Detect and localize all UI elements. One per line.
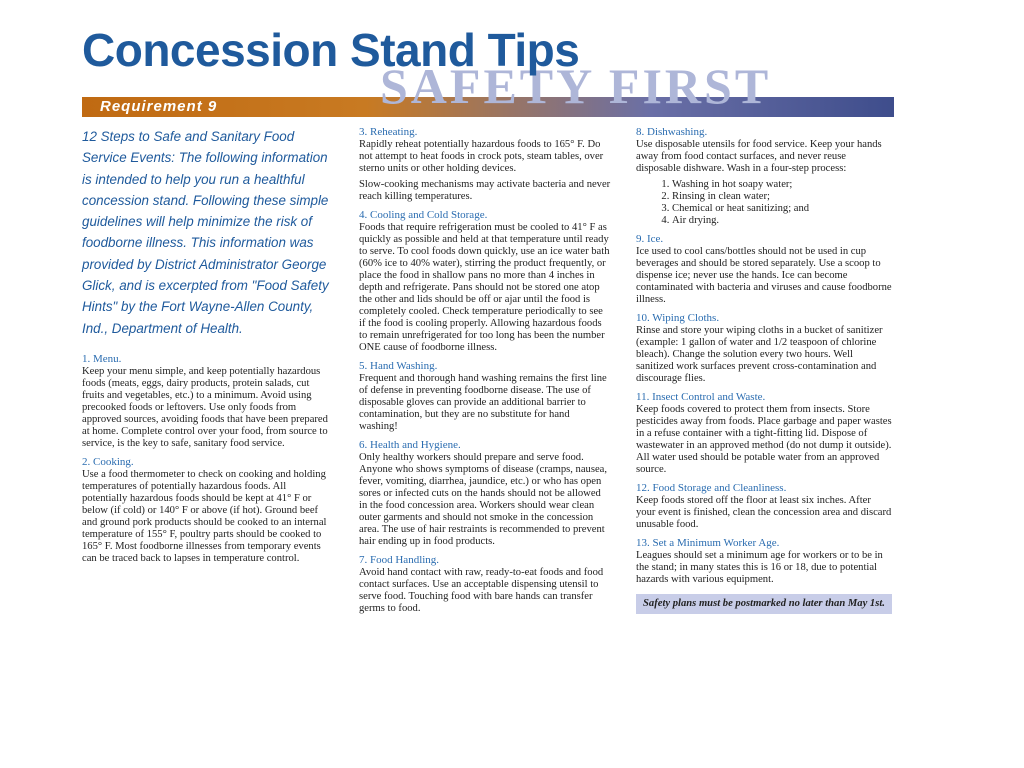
section-body: Keep foods covered to protect them from insects. Store pesticides away from foods. Place garbage and paper wastes in a refuse container with a tight-fitting lid. Dispose of wastewater in an approved method (do not dump it outside). All water used should be potable water from an approved source. <box>636 404 892 475</box>
section-body: Use disposable utensils for food service. Keep your hands away from food contact surfaces, and never reuse disposable dishware. Wash in a four-step process: <box>636 139 882 174</box>
list-item: 4. Air drying. <box>672 215 892 227</box>
section-heading: 2. Cooking. <box>82 455 134 468</box>
section-body: Frequent and thorough hand washing remains the first line of defense in preventing foodborne disease. The use of disposable gloves can provide an additional barrier to contamination, but they are no substitute for hand washing! <box>359 373 607 432</box>
postmark-callout: Safety plans must be postmarked no later than May 1st. <box>636 594 892 614</box>
intro-text: 12 Steps to Safe and Sanitary Food Service Events: The following information is intended to help you run a healthful concession stand. Following these simple guidelines will help minimize the risk of foodborne illness. This information was provided by District Administrator George Glick, and is excerpted from "Food Safety Hints" by the Fort Wayne-Allen County, Ind., Department of Health. <box>82 129 329 336</box>
section-body: Only healthy workers should prepare and serve food. Anyone who shows symptoms of disease (cramps, nausea, fever, vomiting, diarrhea, jaundice, etc.) or who has open sores or infected cuts on the hands should not be allowed in the food concession area. Workers should wear clean outer garments and should not smoke in the concession area. The use of hair restraints is recommended to prevent hair ending up in food products. <box>359 452 608 547</box>
list-item: 2. Rinsing in clean water; <box>672 191 892 203</box>
section-reheating <box>359 126 611 203</box>
section-body: Keep foods stored off the floor at least six inches. After your event is finished, clean the concession area and discard unusable food. <box>636 495 892 530</box>
section-heading: 9. Ice. <box>636 233 664 245</box>
section-food-storage <box>636 482 892 531</box>
section-heading: 10. Wiping Cloths. <box>636 312 720 324</box>
requirement-label: Requirement 9 <box>100 98 218 115</box>
section-heading: 6. Health and Hygiene. <box>359 439 461 451</box>
column-1 <box>82 126 334 571</box>
section-heading: 5. Hand Washing. <box>359 360 438 372</box>
section-health <box>359 439 611 548</box>
dishwashing-steps <box>636 179 892 227</box>
safety-first-watermark: SAFETY FIRST <box>380 58 772 114</box>
section-dishwashing <box>636 126 892 227</box>
section-cooling <box>359 209 611 354</box>
section-hand-washing <box>359 360 611 433</box>
section-heading: 7. Food Handling. <box>359 554 440 566</box>
section-heading: 8. Dishwashing. <box>636 126 708 138</box>
section-wiping-cloths <box>636 312 892 385</box>
section-insect-control <box>636 391 892 476</box>
section-menu <box>82 353 334 450</box>
section-food-handling <box>359 554 611 615</box>
list-item: 3. Chemical or heat sanitizing; and <box>672 203 892 215</box>
section-cooking <box>82 456 334 565</box>
section-body: Use a food thermometer to check on cooking and holding temperatures of potentially hazardous foods. All potentially hazardous foods should be kept at 41° F or below (if cold) or 140° F or above (if hot). Ground beef and ground pork products should be cooked to an internal temperature of 155° F, poultry parts should be cooked to 165° F. Most foodborne illnesses from temporary events can be traced back to lapses in temperature control. <box>82 468 327 564</box>
section-body-2: Slow-cooking mechanisms may activate bacteria and never reach killing temperatures. <box>359 179 611 202</box>
section-body: Avoid hand contact with raw, ready-to-eat foods and food contact surfaces. Use an acceptable dispensing utensil to serve food. Touching food with bare hands can transfer germs to food. <box>359 567 604 614</box>
section-body: Ice used to cool cans/bottles should not be used in cup beverages and should be stored separately. Use a scoop to dispense ice; never use the hands. Ice can become contaminated with bacteria and viruses and cause foodborne illness. <box>636 246 892 305</box>
section-body: Foods that require refrigeration must be cooled to 41° F as quickly as possible and held at that temperature until ready to serve. To cool foods down quickly, use an ice water bath (60% ice to 40% water), stirring the product frequently, or place the food in shallow pans no more than 4 inches in depth and refrigerate. Pans should not be stored one atop the other and lids should be off or ajar until the food is completely cooled. Check temperature periodically to see if the food is cooling properly. Allowing hazardous foods to remain unrefrigerated for too long has been the number ONE cause of foodborne illness. <box>359 222 610 353</box>
list-item: 1. Washing in hot soapy water; <box>672 179 892 191</box>
page-title: Concession Stand Tips <box>82 24 580 76</box>
section-ice <box>636 233 892 306</box>
section-heading: 13. Set a Minimum Worker Age. <box>636 537 780 549</box>
section-heading: 11. Insect Control and Waste. <box>636 391 766 403</box>
section-heading: 3. Reheating. <box>359 126 418 138</box>
section-body: Keep your menu simple, and keep potentially hazardous foods (meats, eggs, dairy products, protein salads, cut fruits and vegetables, etc.) to a minimum. Avoid using precooked foods or leftovers. Use only foods from approved sources, avoiding foods that have been prepared at home. Complete control over your food, from source to service, is the key to safe, sanitary food service. <box>82 365 328 449</box>
section-body: Rapidly reheat potentially hazardous foods to 165° F. Do not attempt to heat foods in crock pots, steam tables, over sterno units or other holding devices. <box>359 139 604 174</box>
column-2 <box>359 126 611 621</box>
section-heading: 12. Food Storage and Cleanliness. <box>636 482 787 494</box>
section-worker-age <box>636 537 892 586</box>
column-3 <box>636 126 892 614</box>
section-heading: 4. Cooling and Cold Storage. <box>359 209 488 221</box>
section-body: Rinse and store your wiping cloths in a bucket of sanitizer (example: 1 gallon of water and 1/2 teaspoon of chlorine bleach). Change the solution every two hours. Well sanitized work surfaces prevent cross-contamination and discourage flies. <box>636 325 883 384</box>
section-heading: 1. Menu. <box>82 352 122 365</box>
section-body: Leagues should set a minimum age for workers or to be in the stand; in many states this is 16 or 18, due to potential hazards with various equipment. <box>636 550 883 585</box>
